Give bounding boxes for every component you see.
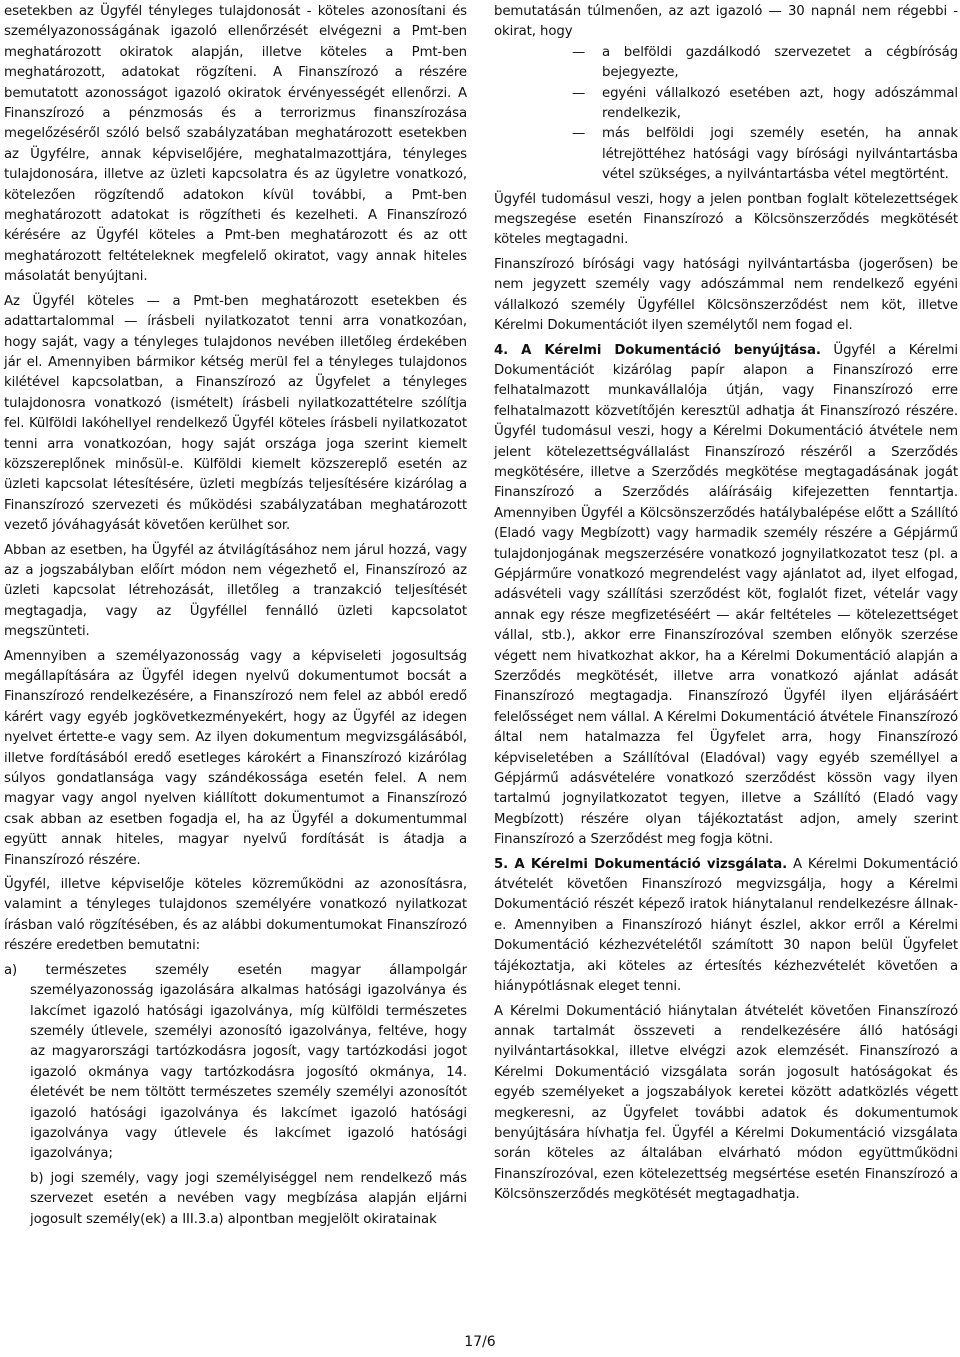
dash-item-sole-trader	[494, 84, 958, 125]
list-item-legal-person: b) jogi személy, vagy jogi személyiséggel nem rendelkező más szervezet esetén a nevében vagy megbízása alapján eljárni jogosult személy(ek) a III.3.a) alpontban megjelölt okiratainak	[30, 1170, 467, 1227]
section-5-text: A Kérelmi Dokumentáció átvételét követően Finanszírozó megvizsgálja, hogy a Kérelmi Dokumentáció részét képező iratok hiánytalanul rendelkezésre állnak-e. Amennyiben a Finanszírozó hiányt észlel, akkor erről a Kérelmi Dokumentáció kézhezvételétől számított 30 napon belül Ügyfelet tájékoztatja, aki köteles az értesítés kézhezvételét követően a hiánypótlásnak eleget tenni.	[494, 856, 958, 995]
dash-item-legal-person	[494, 124, 958, 185]
dash-marker: —	[572, 44, 586, 60]
page-number: 17/6	[464, 1334, 496, 1350]
right-column	[494, 2, 958, 1206]
list-item-natural-person	[4, 961, 467, 1165]
section-5	[494, 855, 958, 998]
section-4-text: Ügyfél a Kérelmi Dokumentációt kizárólag papír alapon a Finanszírozó erre felhatalmazott munkavállalója útján, vagy Finanszírozó erre felhatalmazott közvetítőjén keresztül adhatja át Finanszírozó részére. Ügyfél tudomásul veszi, hogy a Kérelmi Dokumentáció átvétele nem jelent kötelezettségvállalást Finanszírozó részéről a Szerződés megkötésére, illetve a Szerződés megkötése megtagadásának jogát Finanszírozó a Szerződés aláírásáig kifejezetten fenntartja. Amennyiben Ügyfél a Kölcsönszerződés hatálybalépése előtt a Szállító (Eladó vagy Megbízott) vagy harmadik személy részére a Gépjármű tulajdonjogának megszerzésére vonatkozó jognyilatkozatot tesz (pl. a Gépjárműre vonatkozó megrendelést vagy ajánlatot ad, ilyet elfogad, adásvételi vagy szállítási szerződést köt, foglalót fizet, vételár vagy annak egy része megfizetéséért — akár feltételes — kötelezettséget vállal, stb.), akkor erre Finanszírozóval szemben előnyök szerzése végett nem hivatkozhat akkor, ha a Kérelmi Dokumentáció alapján a Szerződés megkötését, illetve arra vonatkozó ajánlat adását Finanszírozó megtagadja. Finanszírozó Ügyfél ilyen eljárásáért felelősséget nem vállal. A Kérelmi Dokumentáció átvétele Finanszírozó által nem hatalmazza fel Ügyfelet arra, hogy Finanszírozó képviseletében a Szállítóval (Eladóval) vagy egyéb személlyel a Gépjármű adásvételére vonatkozó szerződést kössön vagy ilyen tartalmú jognyilatkozatot tegyen, illetve a Szállító (Eladó vagy Megbízott) részére olyan tájékoztatást adjon, amely szerint Finanszírozó a Szerződést meg fogja kötni.	[494, 342, 958, 848]
paragraph-cooperation: Ügyfél, illetve képviselője köteles közreműködni az azonosításra, valamint a tényleges tulajdonos személyére vonatkozó nyilatkozat írásban való rögzítésében, és az alábbi dokumentumokat Finanszírozó részére eredetben bemutatni:	[4, 877, 467, 954]
paragraph-notice: Ügyfél tudomásul veszi, hogy a jelen pontban foglalt kötelezettségek megszegése esetén Finanszírozó a Kölcsönszerződés megkötését köteles megtagadni.	[494, 191, 958, 248]
paragraph-foreign-language: Amennyiben a személyazonosság vagy a képviseleti jogosultság megállapítására az Ügyfél idegen nyelvű dokumentumot bocsát a Finanszírozó rendelkezésére, a Finanszírozó nem felel az abból eredő kárért vagy egyéb jogkövetkezményekért, hogy az Ügyfél az idegen nyelvet értette-e vagy sem. Az ilyen dokumentum megvizsgálásából, illetve fordításából eredő esetleges károkért a Finanszírozó kizárólag súlyos gondatlansága vagy szándékossága esetén felel. A nem magyar vagy angol nyelven kiállított dokumentumot a Finanszírozó csak abban az esetben fogadja el, ha az Ügyfél a dokumentummal együtt annak hiteles, magyar nyelvű fordítását is átadja a Finanszírozó részére.	[4, 648, 467, 868]
paragraph-refusal: Abban az esetben, ha Ügyfél az átvilágításához nem járul hozzá, vagy az a jogszabályban előírt módon nem végezhető el, Finanszírozó az üzleti kapcsolat létrehozását, illetőleg a tranzakció teljesítését megtagadja, vagy az Ügyféllel fennálló üzleti kapcsolatot megszünteti.	[4, 542, 467, 640]
paragraph-owner-declaration: Az Ügyfél köteles — a Pmt-ben meghatározott esetekben és adattartalommal — írásbeli nyilatkozatot tenni arra vonatkozóan, hogy saját, vagy a tényleges tulajdonos nevében illetőleg érdekében jár el. Amennyiben bármikor kétség merül fel a tényleges tulajdonos kilétével kapcsolatban, a Finanszírozó az Ügyfelet a tényleges tulajdonosra vonatkozó (ismételt) írásbeli nyilatkozattételre szólítja fel. Külföldi lakóhellyel rendelkező Ügyfél köteles írásbeli nyilatkozatot tenni arra vonatkozóan, hogy saját országa joga szerint kiemelt közszereplőnek minősül-e. Külföldi kiemelt közszereplő esetén az üzleti kapcsolat létesítésére, üzleti megbízás teljesítésére kizárólag a Finanszírozó szervezeti és működési szabályzatában meghatározott vezető jóváhagyását követően kerülhet sor.	[4, 293, 467, 534]
list-item-text: természetes személy esetén magyar állampolgár személyazonosság igazolására alkalmas hatósági igazolványa és lakcímet igazoló hatósági igazolványa, míg külföldi természetes személy útlevele, személyi azonosító igazolványa, feltéve, hogy az magyarországi tartózkodásra jogosít, vagy tartózkodási jogot igazoló okmánya vagy tartózkodásra jogosító okmánya, 14. életévét be nem töltött természetes személy személyi azonosítót igazoló hatósági igazolványa és lakcímet igazoló hatósági igazolványa vagy útlevele és lakcímet igazoló hatósági igazolványa;	[30, 962, 467, 1162]
section-4	[494, 341, 958, 851]
section-4-heading: 4. A Kérelmi Dokumentáció benyújtása.	[494, 342, 821, 358]
dash-marker: —	[572, 126, 586, 142]
paragraph-identification: esetekben az Ügyfél tényleges tulajdonosát - köteles azonosítani és személyazonosságának igazoló ellenőrzését elvégezni a Pmt-ben meghatározott okiratok alapján, illetve köteles a Pmt-ben meghatározott, adatokat rögzíteni. A Finanszírozó a részére bemutatott azonosságot igazoló okiratok érvényességét ellenőrzi. A Finanszírozó a pénzmosás és a terrorizmus finanszírozása megelőzéséről szóló belső szabályzatában meghatározott esetekben az Ügyfélre, annak képviselőjére, meghatalmazottjára, tényleges tulajdonosára, illetve az üzleti kapcsolatra és az ügyletre vonatkozó, kötelezően rögzítendő adatokon kívül további, a Pmt-ben meghatározott adatokat is rögzítheti és kezelheti. A Finanszírozó kérésére az Ügyfél köteles a Pmt-ben meghatározott és az ott meghatározott feltételeknek megfelelő okiratot, vagy annak hiteles másolatát benyújtani.	[4, 4, 467, 285]
paragraph-final: A Kérelmi Dokumentáció hiánytalan átvételét követően Finanszírozó annak tartalmát összeveti a rendelkezésére álló hatósági nyilvántartásokkal, illetve elvégzi azok elemzését. Finanszírozó a Kérelmi Dokumentáció vizsgálata során jogosult hatóságokat és egyéb személyeket a jogszabályok keretei között adatközlés végett megkeresni, az Ügyfelet további adatok és dokumentumok benyújtására hívhatja fel. Ügyfél a Kérelmi Dokumentáció vizsgálata során köteles az általában elvárható módon együttműködni Finanszírozóval, ezen kötelezettség megsértése esetén Finanszírozó a Kölcsönszerződés megkötését megtagadhatja.	[494, 1003, 958, 1203]
dash-marker: —	[572, 85, 586, 101]
section-5-heading: 5. A Kérelmi Dokumentáció vizsgálata.	[494, 856, 788, 872]
paragraph-continuation: bemutatásán túlmenően, az azt igazoló — 30 napnál nem régebbi - okirat, hogy	[494, 4, 958, 40]
dash-item-text: a belföldi gazdálkodó szervezetet a cégbíróság bejegyezte,	[602, 44, 958, 81]
paragraph-registry: Finanszírozó bírósági vagy hatósági nyilvántartásba (jogerősen) be nem jegyzett személy vagy adószámmal nem rendelkező egyéni vállalkozó személy Ügyféllel Kölcsönszerződést nem köt, illetve Kérelmi Dokumentációt ilyen személytől nem fogad el.	[494, 256, 958, 334]
dash-item-company	[494, 43, 958, 84]
dash-item-text: más belföldi jogi személy esetén, ha annak létrejöttéhez hatósági vagy bírósági nyilvántartásba vétel szükséges, a nyilvántartásba vétel megtörtént.	[602, 126, 958, 183]
dash-item-text: egyéni vállalkozó esetében azt, hogy adószámmal rendelkezik,	[602, 85, 958, 122]
list-item-label: a)	[4, 962, 18, 978]
left-column	[4, 2, 467, 1230]
